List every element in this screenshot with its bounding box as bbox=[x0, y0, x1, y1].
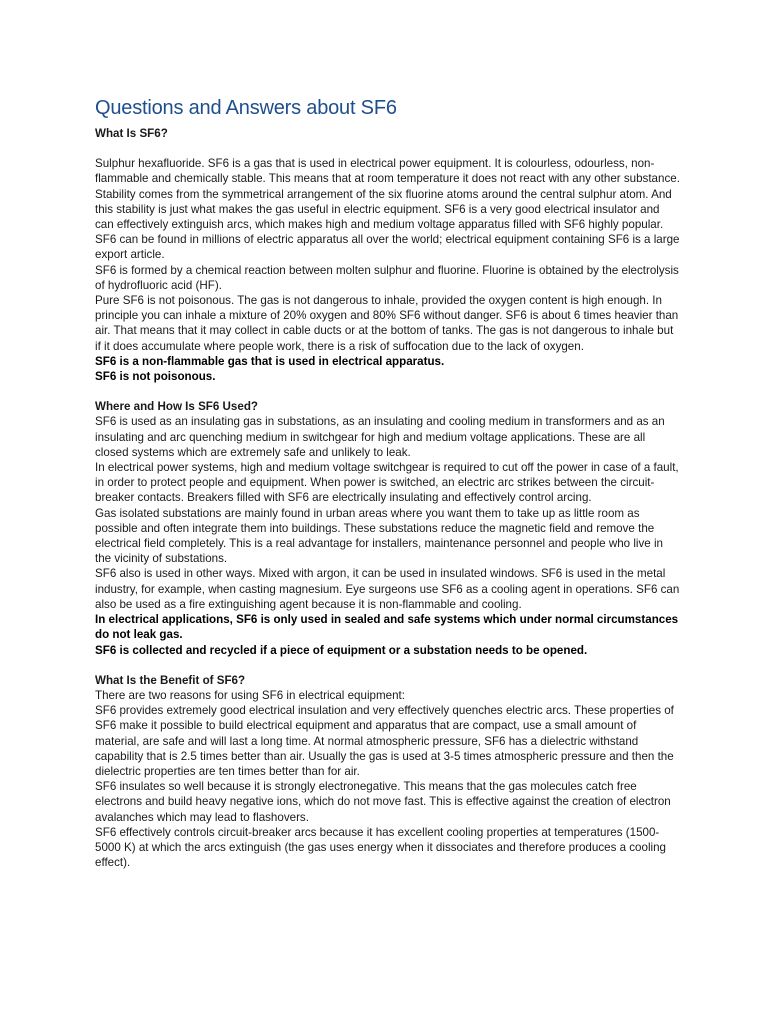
spacer bbox=[95, 141, 680, 156]
section-heading-where-and-how: Where and How Is SF6 Used? bbox=[95, 400, 258, 414]
summary-line: In electrical applications, SF6 is only used in sealed and safe systems which under normal circumstances do not leak gas. bbox=[95, 613, 679, 642]
spacer bbox=[95, 384, 680, 399]
paragraph: SF6 provides extremely good electrical insulation and very effectively quenches electric arcs. These properties of SF6 make it possible to build electrical equipment and apparatus that are compact, use a small amount of material, are safe and will last a long time. At normal atmospheric pressure, SF6 has a dielectric withstand capability that is 2.5 times better than air. Usually the gas is used at 3-5 times atmospheric pressure and then the dielectric properties are ten times better than for air. bbox=[95, 704, 674, 778]
paragraph: SF6 also is used in other ways. Mixed with argon, it can be used in insulated windows. SF6 is used in the metal industry, for example, when casting magnesium. Eye surgeons use SF6 as a cooling agent in operations. SF6 can also be used as a fire extinguishing agent because it is non-flammable and cooling. bbox=[95, 567, 680, 611]
summary-line: SF6 is not poisonous. bbox=[95, 370, 216, 384]
paragraph: In electrical power systems, high and medium voltage switchgear is required to cut off the power in case of a fault, in order to protect people and equipment. When power is switched, an electric arc strikes between the circuit-breaker contacts. Breakers filled with SF6 are electrically insulating and effectively control arcing. bbox=[95, 461, 679, 505]
paragraph: SF6 is used as an insulating gas in substations, as an insulating and cooling medium in transformers and as an insulating and arc quenching medium in switchgear for high and medium voltage applications. These are all closed systems which are extremely safe and unlikely to leak. bbox=[95, 415, 665, 459]
paragraph: Sulphur hexafluoride. SF6 is a gas that is used in electrical power equipment. It is colourless, odourless, non-flammable and chemically stable. This means that at room temperature it does not react with any other substance. Stability comes from the symmetrical arrangement of the six fluorine atoms around the central sulphur atom. And this stability is just what makes the gas useful in electric equipment. SF6 is a very good electrical insulator and can effectively extinguish arcs, which makes high and medium voltage apparatus filled with SF6 highly popular. SF6 can be found in millions of electric apparatus all over the world; electrical equipment containing SF6 is a large export article. bbox=[95, 157, 680, 262]
paragraph: SF6 insulates so well because it is strongly electronegative. This means that the gas molecules catch free electrons and build heavy negative ions, which do not move fast. This is effective against the creation of electron avalanches which may lead to flashovers. bbox=[95, 780, 671, 824]
section-heading-benefit: What Is the Benefit of SF6? bbox=[95, 673, 246, 687]
summary-line: SF6 is a non-flammable gas that is used in electrical apparatus. bbox=[95, 354, 445, 368]
paragraph: There are two reasons for using SF6 in electrical equipment: bbox=[95, 688, 405, 702]
document-page bbox=[95, 96, 680, 870]
summary-line: SF6 is collected and recycled if a piece of equipment or a substation needs to be opened. bbox=[95, 643, 588, 657]
spacer bbox=[95, 658, 680, 673]
section-heading-what-is-sf6: What Is SF6? bbox=[95, 127, 168, 140]
paragraph: Pure SF6 is not poisonous. The gas is not dangerous to inhale, provided the oxygen content is high enough. In principle you can inhale a mixture of 20% oxygen and 80% SF6 without danger. SF6 is about 6 times heavier than air. That means that it may collect in cable ducts or at the bottom of tanks. The gas is not dangerous to inhale but if it does accumulate where people work, there is a risk of suffocation due to the lack of oxygen. bbox=[95, 294, 679, 353]
paragraph: SF6 is formed by a chemical reaction between molten sulphur and fluorine. Fluorine is obtained by the electrolysis of hydrofluoric acid (HF). bbox=[95, 263, 679, 292]
paragraph: Gas isolated substations are mainly found in urban areas where you want them to take up as little room as possible and often integrate them into buildings. These substations reduce the magnetic field and remove the electrical field completely. This is a real advantage for installers, maintenance personnel and people who live in the vicinity of substations. bbox=[95, 506, 663, 566]
paragraph: SF6 effectively controls circuit-breaker arcs because it has excellent cooling properties at temperatures (1500-5000 K) at which the arcs extinguish (the gas uses energy when it dissociates and therefore produces a cooling effect). bbox=[95, 825, 667, 870]
document-title: Questions and Answers about SF6 bbox=[95, 97, 397, 119]
